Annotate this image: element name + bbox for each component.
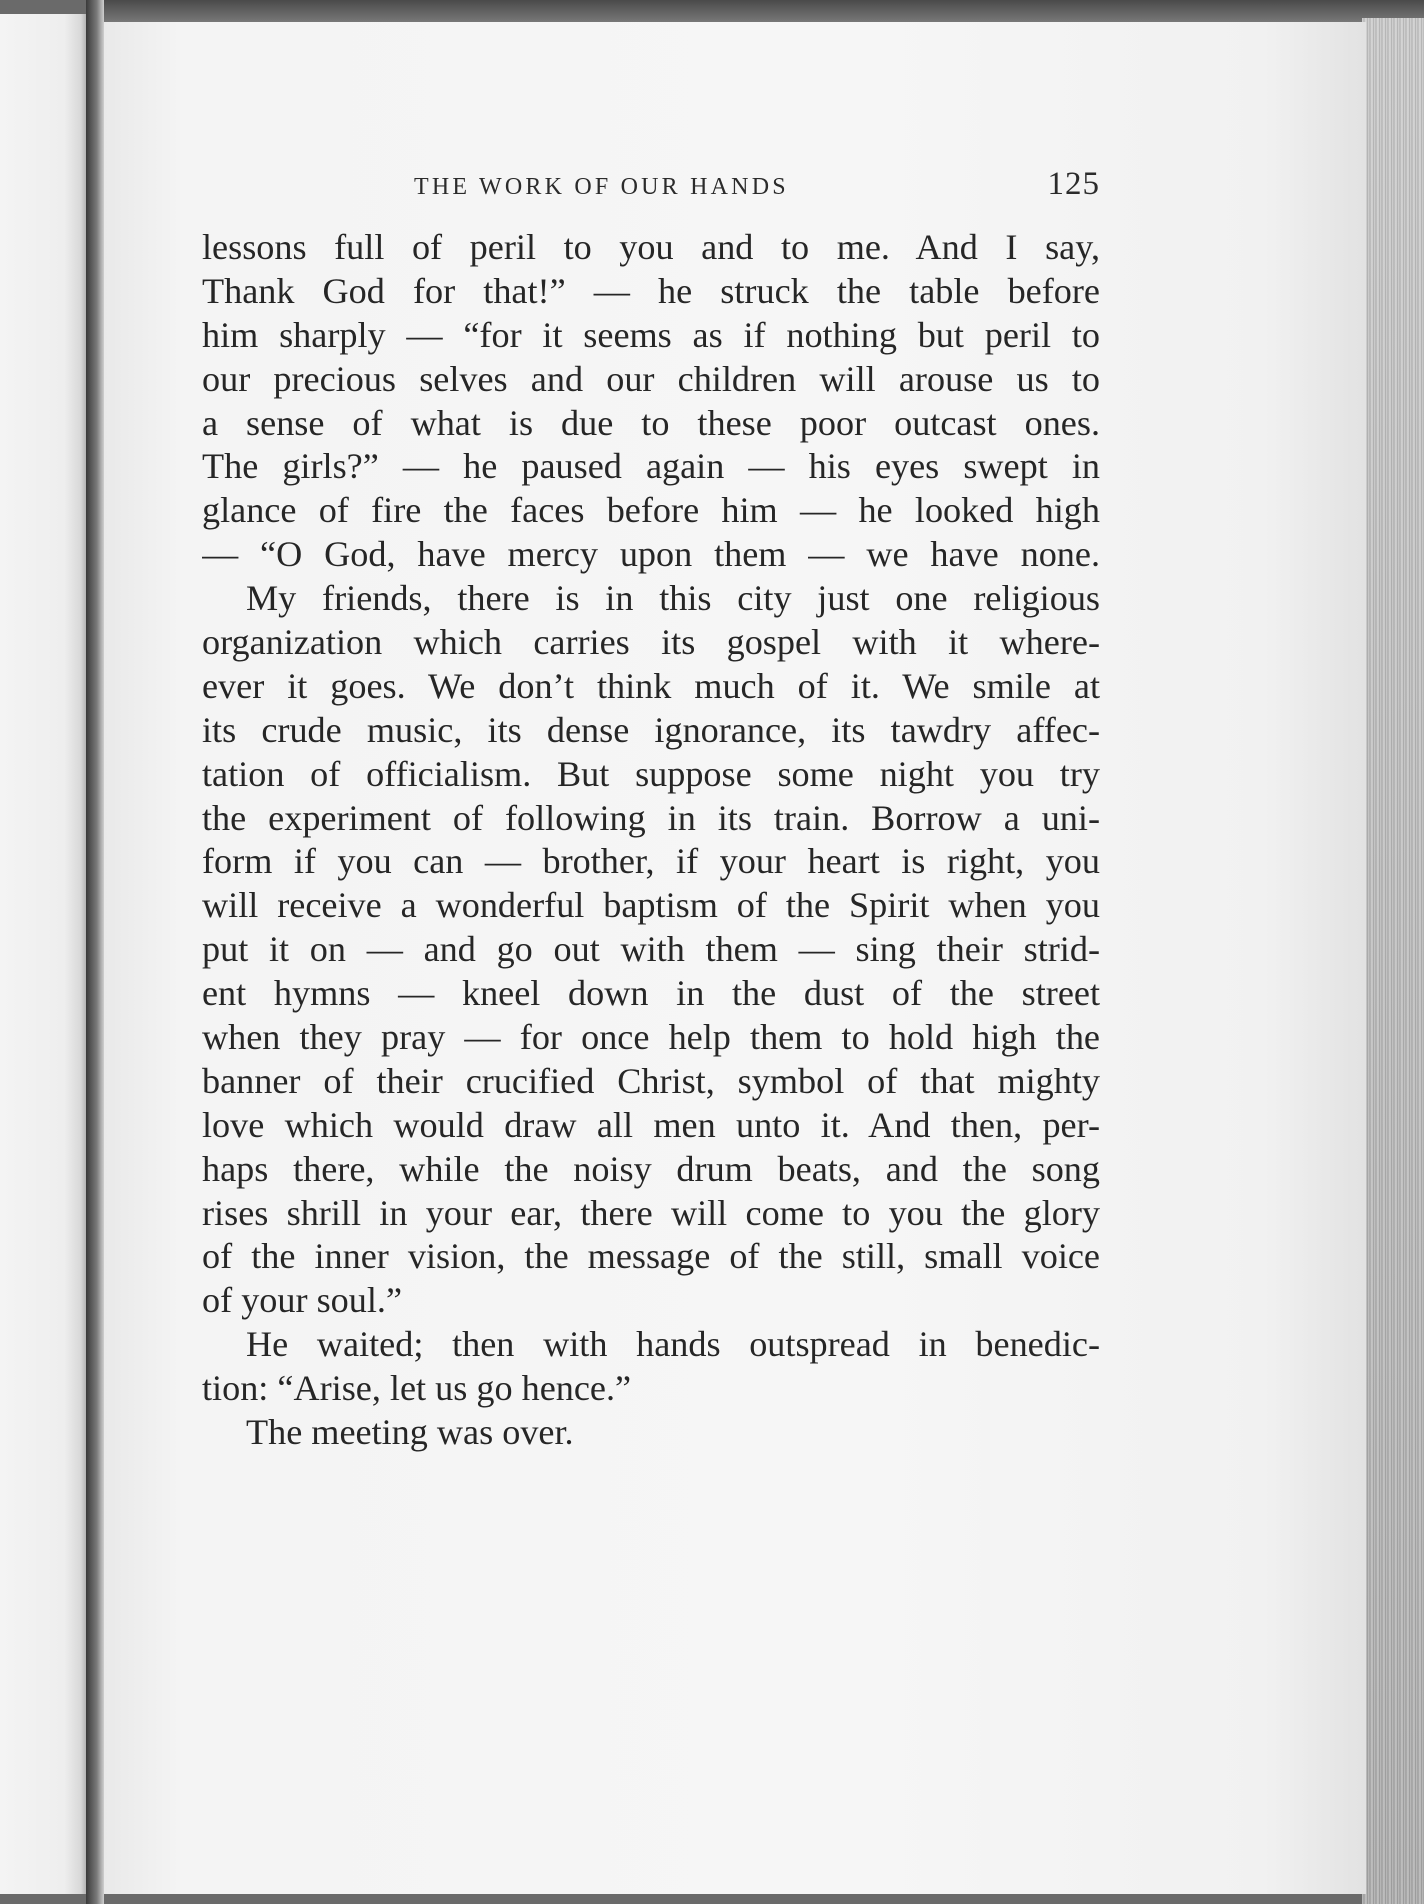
text-line: tation of officialism. But suppose some night you try <box>202 753 1100 794</box>
text-line: My friends, there is in this city just one religious <box>246 578 1100 619</box>
text-line: of the inner vision, the message of the still, small voice <box>202 1236 1100 1277</box>
text-line: when they pray — for once help them to hold high the <box>202 1017 1100 1058</box>
text-line: organization which carries its gospel with it where- <box>202 622 1100 663</box>
text-line: a sense of what is due to these poor outcast ones. <box>202 402 1100 443</box>
page-stack-edges <box>1362 18 1424 1904</box>
text-line: The girls?” — he paused again — his eyes swept in <box>202 446 1100 487</box>
text-line: its crude music, its dense ignorance, its tawdry affec- <box>202 709 1100 750</box>
running-head <box>202 166 1100 210</box>
running-title: THE WORK OF OUR HANDS <box>414 174 789 200</box>
text-line: love which would draw all men unto it. And then, per- <box>202 1104 1100 1145</box>
page-number: 125 <box>1047 166 1100 202</box>
text-line: glance of fire the faces before him — he looked high <box>202 490 1100 531</box>
text-line: banner of their crucified Christ, symbol of that mighty <box>202 1060 1100 1101</box>
text-line: haps there, while the noisy drum beats, and the song <box>202 1148 1100 1189</box>
top-shadow <box>90 0 1424 24</box>
text-line: tion: “Arise, let us go hence.” <box>202 1368 632 1409</box>
facing-page-edge <box>0 14 92 1894</box>
text-line: him sharply — “for it seems as if nothing but peril to <box>202 314 1100 355</box>
text-line: — “O God, have mercy upon them — we have none. <box>202 534 1100 575</box>
text-line: lessons full of peril to you and to me. And I say, <box>202 227 1100 267</box>
text-line: He waited; then with hands outspread in benedic- <box>246 1324 1100 1365</box>
text-line: of your soul.” <box>202 1280 403 1321</box>
book-gutter <box>86 0 104 1904</box>
text-line: rises shrill in your ear, there will come to you the glory <box>202 1192 1100 1233</box>
text-line: put it on — and go out with them — sing their strid- <box>202 929 1100 970</box>
body-text <box>202 226 1100 1455</box>
text-line: The meeting was over. <box>246 1412 574 1453</box>
text-line: will receive a wonderful baptism of the Spirit when you <box>202 885 1100 926</box>
text-line: form if you can — brother, if your heart is right, you <box>202 841 1100 882</box>
text-line: our precious selves and our children will arouse us to <box>202 358 1100 399</box>
text-line: ent hymns — kneel down in the dust of the street <box>202 973 1100 1014</box>
text-line: ever it goes. We don’t think much of it. We smile at <box>202 665 1100 706</box>
text-line: the experiment of following in its train. Borrow a uni- <box>202 797 1100 838</box>
text-line: Thank God for that!” — he struck the table before <box>202 270 1100 311</box>
